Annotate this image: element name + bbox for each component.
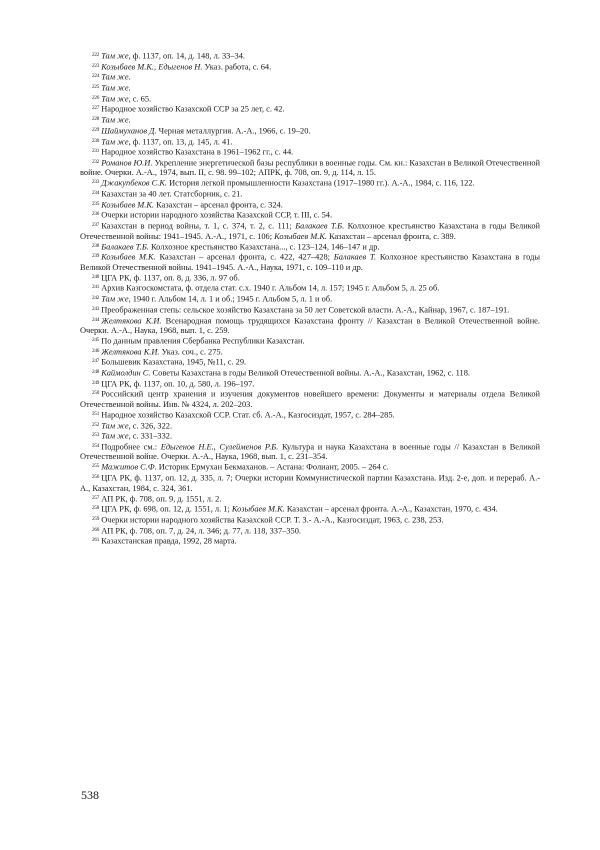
footnote-257 xyxy=(80,494,540,504)
footnote-number: 256 xyxy=(92,474,100,481)
footnote-number: 252 xyxy=(92,421,100,428)
footnote-number: 235 xyxy=(92,200,100,207)
footnote-text: Казахстан – арсенал фронта, с. 422, 427–428; xyxy=(155,252,334,262)
footnote-text: Очерки истории народного хозяйства Казахской ССР, т. III, с. 54. xyxy=(101,211,333,221)
footnote-number: 258 xyxy=(92,505,100,512)
footnote-text: Указ. соч., с. 275. xyxy=(159,347,223,357)
footnote-number: 237 xyxy=(92,222,100,229)
footnote-text: Черная металлургия. А.-А., 1966, с. 19–20. xyxy=(156,126,311,136)
footnote-237 xyxy=(80,221,540,241)
footnote-text: , с. 331–332. xyxy=(128,431,173,441)
footnote-223 xyxy=(80,62,540,72)
footnote-author: Там же xyxy=(101,294,129,304)
footnote-233 xyxy=(80,178,540,188)
footnote-text: Казахстан – арсенал фронта. А.-А., Казахстан, 1970, с. 434. xyxy=(284,504,498,514)
footnote-number: 230 xyxy=(92,137,100,144)
footnote-number: 228 xyxy=(92,116,100,123)
footnote-number: 226 xyxy=(92,94,100,101)
page-number: 538 xyxy=(81,788,99,802)
footnote-249 xyxy=(80,379,540,389)
footnote-text: ЦГА РК, ф. 1137, оп. 10, д. 580, л. 196–197. xyxy=(101,379,255,389)
footnote-text: Казахстан – арсенал фронта, с. 324. xyxy=(154,200,283,210)
footnote-author: Там же. xyxy=(101,72,131,82)
footnote-number: 249 xyxy=(92,379,100,386)
footnote-author: Там же xyxy=(101,51,129,61)
footnote-author: Козыбаев М.К., Едыгенов Н. xyxy=(101,62,203,72)
footnote-text: Архив Казгоскомстата, ф. отдела стат. с.х. 1940 г. Альбом 14, л. 157; 1945 г. Альбом 5, л. 25 об. xyxy=(101,284,440,294)
footnote-251 xyxy=(80,410,540,420)
footnote-227 xyxy=(80,104,540,114)
footnote-text: Укрепление энергетической базы республики в военные годы. См. кн.: Казахстан в Великой Отечественной войне. Очерки. А.-А., 1974, вып. II, с. 98. 99–102; АПРК, ф. 708, оп. 9, д. 114, л. 15. xyxy=(80,158,540,178)
footnote-number: 222 xyxy=(92,52,100,58)
footnote-text: Российский центр хранения и изучения документов новейшего времени: Документы и материалы отдела Великой Отечественной войны. Инв. № 4324, л. 202–203. xyxy=(80,390,540,409)
footnote-text: Культура и наука Казахстана в военные годы // Казахстан в Великой Отечественной войне. Очерки. А.-А., Наука, 1968, вып. 1, с. 231–354. xyxy=(80,442,540,462)
footnote-number: 245 xyxy=(92,337,100,343)
footnote-author: Желтякова К.И. xyxy=(101,347,160,357)
footnote-text: Народное хозяйство Казахстана в 1961–1962 гг., с. 44. xyxy=(101,147,294,157)
footnote-number: 257 xyxy=(92,494,100,501)
footnote-author: Мажитов С.Ф. xyxy=(101,463,157,473)
footnote-248 xyxy=(80,368,540,378)
footnote-author: Козыбаев М.К. xyxy=(101,200,155,210)
footnote-text: АП РК, ф. 708, оп. 7, д. 24, л. 346; д. 77, л. 118, 337–350. xyxy=(101,526,301,536)
footnote-256 xyxy=(80,473,540,493)
footnote-number: 242 xyxy=(92,295,100,302)
footnote-text: Советы Казахстана в годы Великой Отечественной войны. А.-А., Казахстан, 1962, с. 118. xyxy=(150,368,470,378)
footnote-text: По данным правления Сбербанка Республики Казахстан. xyxy=(101,336,305,346)
footnote-text: Колхозное крестьянство Казахстана в годы Великой Отечественной войны. 1941–1945. А.-А., Наука, 1971, с. 109–110 и др. xyxy=(80,252,541,272)
footnote-text: , 1940 г. Альбом 14, л. 1 и об.; 1945 г. Альбом 5, л. 1 и об. xyxy=(128,294,333,304)
footnote-number: 223 xyxy=(92,62,100,69)
footnote-234 xyxy=(80,189,540,199)
footnote-246 xyxy=(80,347,540,357)
footnote-author: Джакупбеков С.К. xyxy=(101,178,167,188)
footnote-text: Всенародная помощь трудящихся Казахстана фронту // Казахстан в Великой Отечественной войне. Очерки. А.-А., Наука, 1968, вып. 1, с. 259. xyxy=(80,316,540,335)
footnote-number: 246 xyxy=(92,347,100,354)
footnote-author: Козыбаев М.К. xyxy=(101,252,156,262)
footnote-number: 238 xyxy=(92,242,100,249)
footnote-text: Указ. работа, с. 64. xyxy=(202,62,272,72)
footnote-text: Казахстан – арсенал фронта, с. 389. xyxy=(326,231,456,241)
footnote-text: , ф. 1137, оп. 13, д. 145, л. 41. xyxy=(128,137,233,147)
footnote-226 xyxy=(80,94,540,104)
footnote-author: Там же xyxy=(101,431,129,441)
footnote-247 xyxy=(80,357,540,367)
footnote-text: ЦГА РК, ф. 1137, оп. 8, д. 336, л. 97 об. xyxy=(101,273,240,283)
footnote-235 xyxy=(80,200,540,210)
footnote-240 xyxy=(80,273,540,283)
footnote-number: 232 xyxy=(92,158,100,165)
footnote-number: 260 xyxy=(92,526,100,533)
footnote-author: Козыбаев М.К. xyxy=(274,231,327,241)
footnote-261 xyxy=(80,536,540,546)
footnote-number: 259 xyxy=(92,516,100,523)
footnote-author: Там же xyxy=(101,421,129,431)
footnote-242 xyxy=(80,294,540,304)
footnote-text: Колхозное крестьянство Казахстана..., с. 123–124, 146–147 и др. xyxy=(148,242,380,252)
footnote-text: , ф. 1137, оп. 14, д. 148, л. 33–34. xyxy=(128,51,246,61)
footnote-224 xyxy=(80,72,540,82)
footnote-text: Казахстан за 40 лет. Статсборник, с. 21. xyxy=(101,189,243,199)
footnote-253 xyxy=(80,431,540,441)
footnote-author: Балакаев Т. xyxy=(333,252,377,262)
footnote-text: , с. 65. xyxy=(128,94,152,104)
footnote-text: Очерки истории народного хозяйства Казахской ССР. Т. 3.- А.-А., Казгосиздат, 1963, с. 238, 253. xyxy=(101,515,444,525)
footnote-number: 234 xyxy=(92,190,100,197)
footnote-author: Там же. xyxy=(101,83,131,93)
footnote-author: Каймолдин С. xyxy=(101,368,151,378)
footnote-number: 251 xyxy=(92,410,100,417)
footnote-232 xyxy=(80,158,540,178)
footnote-author: Там же xyxy=(101,137,129,147)
footnote-258 xyxy=(80,504,540,514)
footnote-259 xyxy=(80,515,540,525)
footnote-text: Казахстанская правда, 1992, 28 марта. xyxy=(101,536,237,546)
footnote-text: Казахстан в период войны, т. 1, с. 374, т. 2, с. 111; xyxy=(101,221,296,231)
footnote-text: , с. 326, 322. xyxy=(128,421,173,431)
footnote-author: Козыбаев М.К. xyxy=(231,504,285,514)
footnote-229 xyxy=(80,126,540,136)
footnote-number: 254 xyxy=(92,442,100,449)
footnote-243 xyxy=(80,305,540,315)
footnote-text: ЦГА РК, ф. 1137, оп. 12, д. 335, л. 7; Очерки истории Коммунистической партии Казахстана. Изд. 2-е, доп. и перераб. А.-А., Казахстан, 1984, с. 324, 361. xyxy=(80,473,540,493)
footnote-239 xyxy=(80,252,540,272)
footnote-author: Едыгенов Н.Е., Сулейменов Р.Б. xyxy=(160,442,279,452)
footnote-number: 224 xyxy=(92,73,100,80)
footnote-text: Преображенная степь: сельское хозяйство Казахстана за 50 лет Советской власти. А.-А., Кайнар, 1967, с. 187–191. xyxy=(101,305,510,315)
footnote-text: Народное хозяйство Казахской ССР. Стат. сб. А.-А., Казгосиздат, 1957, с. 284–285. xyxy=(101,410,395,420)
footnotes-list xyxy=(80,51,540,547)
footnote-text: Историк Ермухан Бекмаханов. – Астана: Фолиант, 2005. – 264 с. xyxy=(156,463,389,473)
footnote-number: 239 xyxy=(92,253,100,260)
footnote-241 xyxy=(80,283,540,293)
footnote-number: 255 xyxy=(92,463,100,470)
footnote-author: Шаймуханов Д. xyxy=(101,126,157,136)
footnote-text: История легкой промышленности Казахстана (1917–1980 гг.). А.-А., 1984, с. 116, 122. xyxy=(167,178,475,188)
footnote-text: АП РК, ф. 708, оп. 9, д. 1551, л. 2. xyxy=(101,494,222,504)
footnote-number: 248 xyxy=(92,369,100,376)
footnote-245 xyxy=(80,336,540,346)
footnote-222 xyxy=(80,51,540,61)
footnote-230 xyxy=(80,137,540,147)
footnote-text: Большевик Казахстана, 1945, №11, с. 29. xyxy=(101,357,247,367)
footnote-number: 244 xyxy=(92,316,100,323)
footnote-number: 240 xyxy=(92,273,100,280)
footnote-number: 225 xyxy=(92,84,100,91)
footnote-author: Балакаев Т.Б. xyxy=(101,242,149,252)
footnote-238 xyxy=(80,242,540,252)
footnote-236 xyxy=(80,210,540,220)
footnote-254 xyxy=(80,442,540,462)
footnote-255 xyxy=(80,462,540,472)
footnote-260 xyxy=(80,526,540,536)
footnote-252 xyxy=(80,421,540,431)
footnote-231 xyxy=(80,147,540,157)
footnote-number: 253 xyxy=(92,432,100,439)
footnote-number: 229 xyxy=(92,126,100,133)
footnote-number: 241 xyxy=(92,284,100,291)
footnote-author: Романов Ю.И. xyxy=(101,158,153,168)
footnote-number: 227 xyxy=(92,105,100,112)
footnote-number: 250 xyxy=(92,390,100,397)
footnote-text: Подробнее см.: xyxy=(101,442,161,452)
footnote-text: Колхозное крестьянство Казахстана в годы Великой Отечественной войны: 1941–1945. А.-А., 1971, с. 106; xyxy=(80,221,540,241)
footnote-text: ЦГА РК, ф. 698, оп. 12, д. 1551, л. 1; xyxy=(101,504,232,514)
footnote-author: Балакаев Т.Б. xyxy=(295,221,345,231)
footnote-244 xyxy=(80,316,540,336)
footnote-author: Там же. xyxy=(101,115,131,125)
footnote-number: 236 xyxy=(92,211,100,218)
footnote-number: 231 xyxy=(92,148,100,155)
footnote-author: Там же xyxy=(101,94,129,104)
footnote-number: 247 xyxy=(92,358,100,365)
footnote-225 xyxy=(80,83,540,93)
footnote-author: Желтякова К.И. xyxy=(101,316,162,326)
footnote-250 xyxy=(80,389,540,409)
footnote-number: 261 xyxy=(92,537,100,544)
footnote-228 xyxy=(80,115,540,125)
footnote-text: Народное хозяйство Казахской ССР за 25 лет, с. 42. xyxy=(101,105,285,115)
footnote-number: 243 xyxy=(92,305,100,312)
footnote-number: 233 xyxy=(92,179,100,186)
